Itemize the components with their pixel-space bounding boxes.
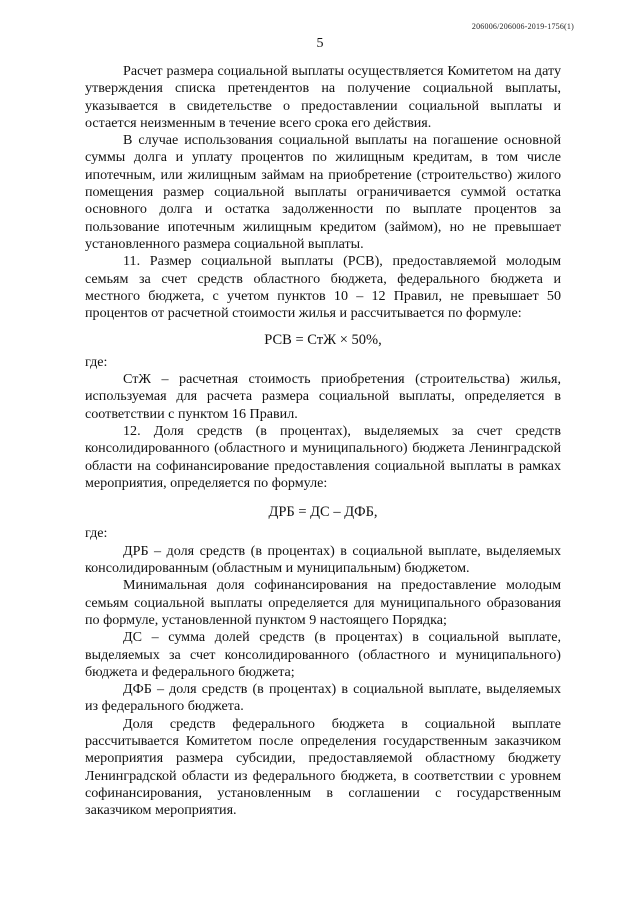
- where-label: где:: [85, 525, 108, 542]
- paragraph: 11. Размер социальной выплаты (РСВ), предоставляемой молодым семьям за счет средств областного бюджета, федерального бюджета и местного бюджета, с учетом пунктов 10 – 12 Правил, не превышает 50 процентов от расчетной стоимости жилья и рассчитывается по формуле:: [85, 253, 561, 322]
- where-label: где:: [85, 353, 108, 370]
- paragraph: Расчет размера социальной выплаты осуществляется Комитетом на дату утверждения списка претендентов на получение социальной выплаты, указывается в свидетельстве о предоставлении социальной выплаты и остается неизменным в течение всего срока его действия.: [85, 63, 561, 131]
- document-id: 206006/206006-2019-1756(1): [471, 22, 574, 31]
- paragraph: Минимальная доля софинансирования на предоставление молодым семьям социальной выплаты определяется для муниципального образования по формуле, установленной пунктом 9 настоящего Порядка;: [85, 577, 561, 628]
- formula-drb: ДРБ = ДС – ДФБ,: [268, 504, 378, 521]
- paragraph: ДС – сумма долей средств (в процентах) в социальной выплате, выделяемых за счет консолидированного (областного и муниципального) бюджета и федерального бюджета;: [85, 629, 561, 680]
- paragraph: В случае использования социальной выплаты на погашение основной суммы долга и уплату процентов по жилищным кредитам, в том числе ипотечным, или жилищным займам на приобретение (строительство) жилого помещения размер социальной выплаты ограничивается суммой остатка основного долга и остатка задолженности по выплате процентов за пользование ипотечным жилищным кредитом (займом), но не превышает установленного размера социальной выплаты.: [85, 132, 561, 252]
- paragraph: 12. Доля средств (в процентах), выделяемых за счет средств консолидированного (областного и муниципального) бюджета Ленинградской области на софинансирование предоставления социальной выплаты в рамках мероприятия, определяется по формуле:: [85, 422, 561, 491]
- paragraph: Доля средств федерального бюджета в социальной выплате рассчитывается Комитетом после определения государственным заказчиком мероприятия размера субсидии, предоставляемой областному бюджету Ленинградской области из федерального бюджета, в соответствии с уровнем софинансирования, установленным в соглашении с государственным заказчиком мероприятия.: [85, 715, 561, 819]
- page-number: 5: [316, 36, 324, 51]
- paragraph: ДРБ – доля средств (в процентах) в социальной выплате, выделяемых консолидированным (областным и муниципальным) бюджетом.: [85, 542, 561, 577]
- paragraph: ДФБ – доля средств (в процентах) в социальной выплате, выделяемых из федерального бюджета.: [85, 681, 561, 715]
- paragraph: СтЖ – расчетная стоимость приобретения (строительства) жилья, используемая для расчета размера социальной выплаты, определяется в соответствии с пунктом 16 Правил.: [85, 371, 561, 422]
- formula-rsv: РСВ = СтЖ × 50%,: [264, 332, 382, 349]
- document-body: [85, 63, 561, 819]
